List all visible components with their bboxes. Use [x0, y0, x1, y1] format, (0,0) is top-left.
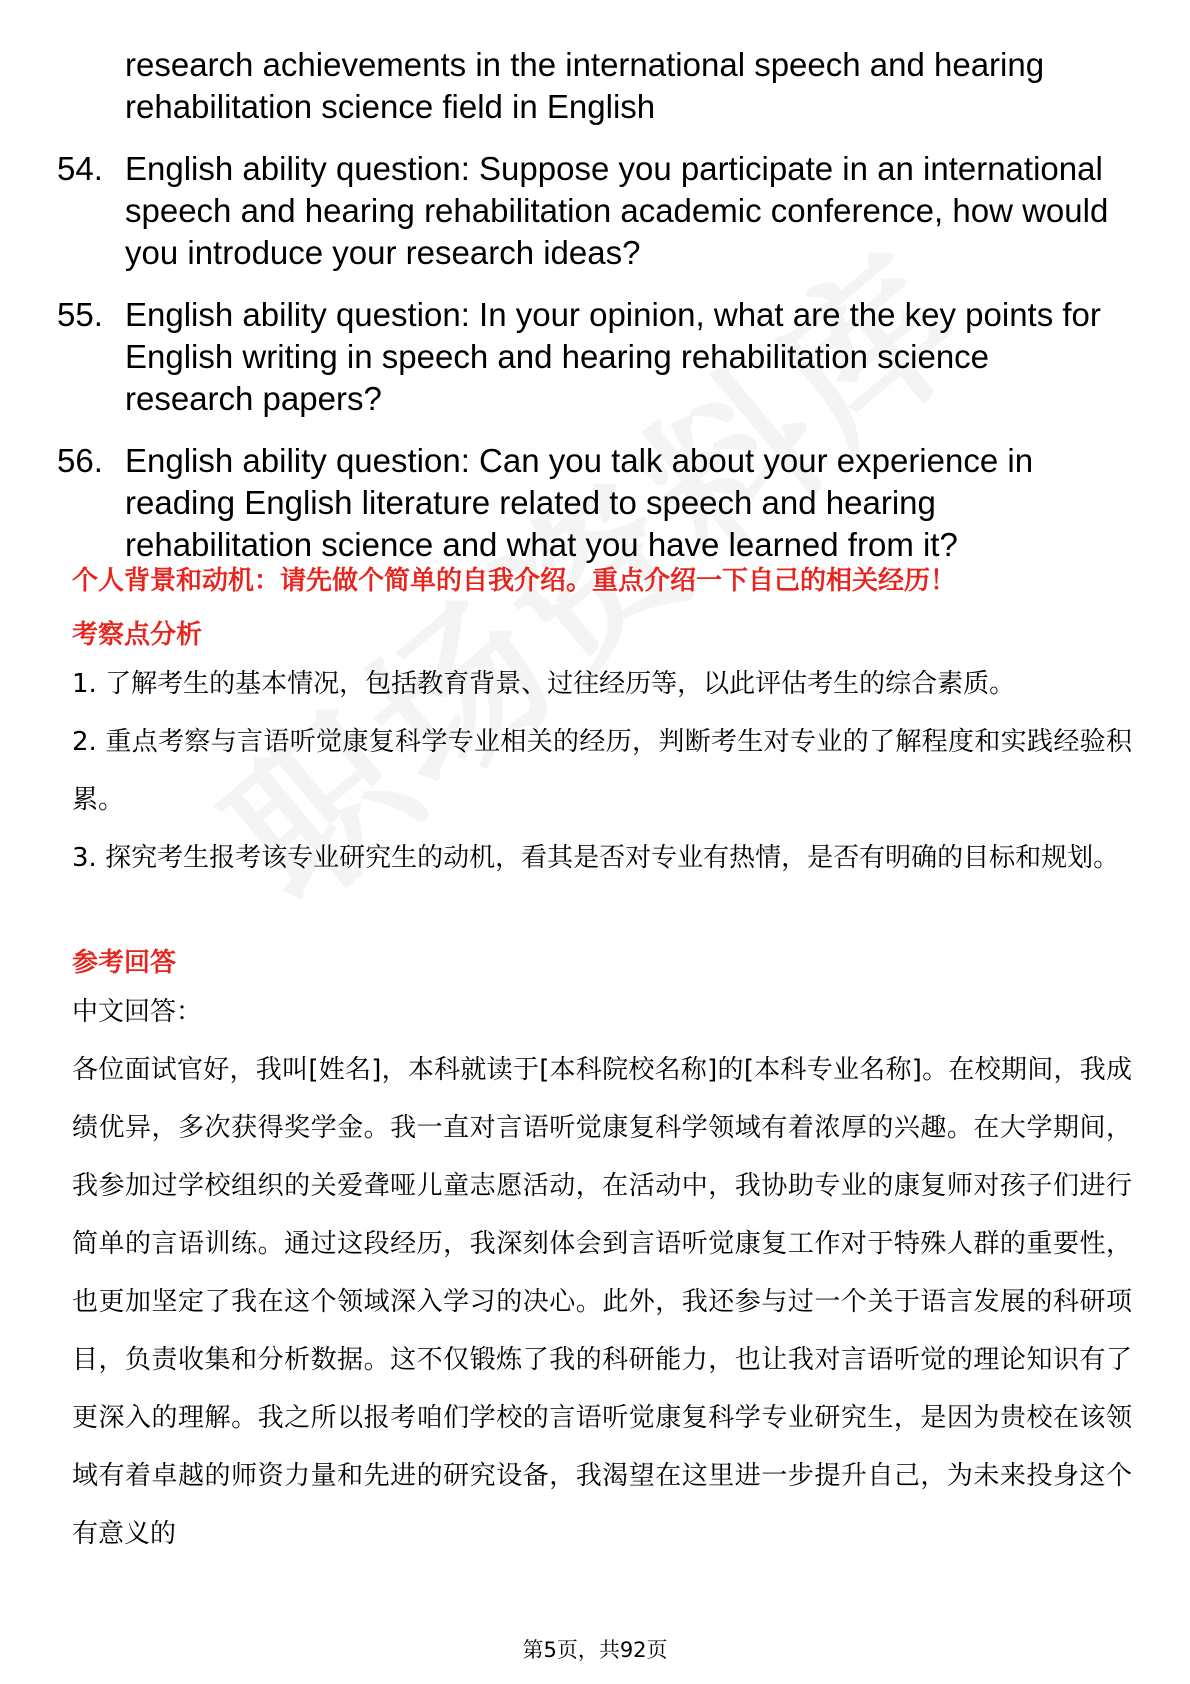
answer-body: 各位面试官好，我叫[姓名]，本科就读于[本科院校名称]的[本科专业名称]。在校期间，我成绩优异，多次获得奖学金。我一直对言语听觉康复科学领域有着浓厚的兴趣。在大学期间，我参加过学校组织的关爱聋哑儿童志愿活动，在活动中，我协助专业的康复师对孩子们进行简单的言语训练。通过这段经历，我深刻体会到言语听觉康复工作对于特殊人群的重要性，也更加坚定了我在这个领域深入学习的决心。此外，我还参与过一个关于语言发展的科研项目，负责收集和分析数据。这不仅锻炼了我的科研能力，也让我对言语听觉的理论知识有了更深入的理解。我之所以报考咱们学校的言语听觉康复科学专业研究生，是因为贵校在该领域有着卓越的师资力量和先进的研究设备，我渴望在这里进一步提升自己，为未来投身这个有意义的 [72, 1055, 1132, 1549]
list-item [0, 440, 1190, 566]
answer-heading: 参考回答 [72, 948, 177, 978]
analysis-list [72, 655, 1132, 887]
analysis-point: 3. 探究考生报考该专业研究生的动机，看其是否对专业有热情，是否有明确的目标和规划。 [72, 843, 1120, 873]
answer-section [72, 983, 1132, 1563]
question-number: 56. [57, 442, 103, 479]
question-text: English ability question: In your opinion, what are the key points for English writing in speech and hearing rehabilitation science research papers? [125, 296, 1101, 417]
question-text: English ability question: Suppose you participate in an international speech and hearing rehabilitation academic conference, how would you introduce your research ideas? [125, 150, 1109, 271]
list-item [0, 294, 1190, 420]
page-footer: 第5页，共92页 [522, 1638, 668, 1662]
analysis-heading: 考察点分析 [72, 620, 203, 650]
question-number: 55. [57, 296, 103, 333]
question-text: English ability question: Can you talk about your experience in reading English literature related to speech and hearing rehabilitation science and what you have learned from it? [125, 442, 1034, 563]
list-item [0, 148, 1190, 274]
question-number: 54. [57, 150, 103, 187]
analysis-point: 2. 重点考察与言语听觉康复科学专业相关的经历，判断考生对专业的了解程度和实践经验积累。 [72, 727, 1132, 815]
section-heading: 个人背景和动机：请先做个简单的自我介绍。重点介绍一下自己的相关经历！ [72, 566, 957, 596]
analysis-point: 1. 了解考生的基本情况，包括教育背景、过往经历等，以此评估考生的综合素质。 [72, 669, 1016, 699]
english-questions [0, 44, 1190, 566]
continuation-text: research achievements in the international speech and hearing rehabilitation science field in English [125, 46, 1045, 125]
answer-label: 中文回答： [72, 997, 203, 1027]
